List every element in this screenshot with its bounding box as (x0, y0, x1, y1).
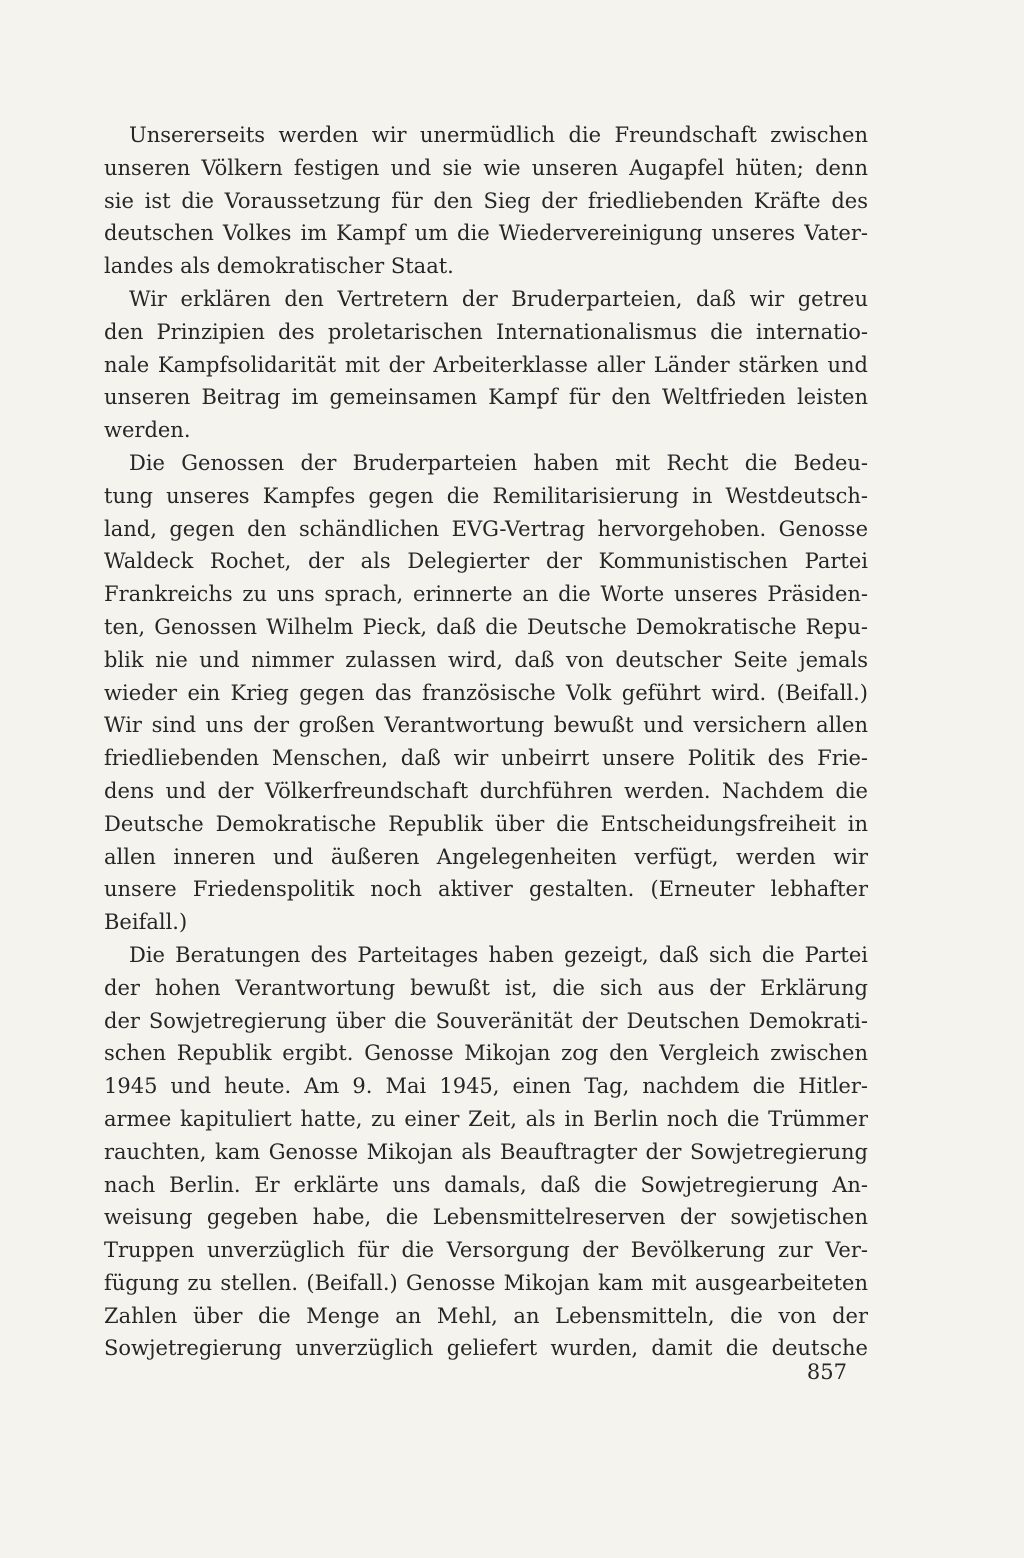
text-line: rauchten, kam Genosse Mikojan als Beauftragter der Sowjetregierung (104, 1139, 868, 1164)
text-line: deutschen Volkes im Kampf um die Wiedervereinigung unseres Vater- (104, 221, 868, 246)
text-line: fügung zu stellen. (Beifall.) Genosse Mikojan kam mit ausgearbeiteten (104, 1270, 868, 1295)
text-line: Die Beratungen des Parteitages haben gezeigt, daß sich die Partei (129, 942, 868, 967)
text-line: unseren Beitrag im gemeinsamen Kampf für den Weltfrieden leisten (104, 385, 868, 410)
text-line: landes als demokratischer Staat. (104, 254, 454, 279)
text-line: nach Berlin. Er erklärte uns damals, daß die Sowjetregierung An- (104, 1172, 868, 1197)
text-line: wieder ein Krieg gegen das französische Volk geführt wird. (Beifall.) (104, 680, 868, 705)
text-line: Beifall.) (104, 910, 188, 935)
text-line: Truppen unverzüglich für die Versorgung der Bevölkerung zur Ver- (104, 1238, 868, 1263)
text-line: der Sowjetregierung über die Souveränität der Deutschen Demokrati- (104, 1008, 868, 1033)
text-line: unsere Friedenspolitik noch aktiver gestalten. (Erneuter lebhafter (104, 877, 868, 902)
text-line: schen Republik ergibt. Genosse Mikojan zog den Vergleich zwischen (104, 1041, 868, 1066)
paragraph (104, 447, 868, 939)
text-line: unseren Völkern festigen und sie wie unseren Augapfel hüten; denn (104, 155, 868, 180)
text-line: nale Kampfsolidarität mit der Arbeiterklasse aller Länder stärken und (104, 352, 868, 377)
text-line: tung unseres Kampfes gegen die Remilitarisierung in Westdeutsch- (104, 483, 868, 508)
text-line: friedliebenden Menschen, daß wir unbeirrt unsere Politik des Frie- (104, 746, 868, 771)
paragraph (104, 119, 868, 283)
text-line: Waldeck Rochet, der als Delegierter der Kommunistischen Partei (104, 549, 868, 574)
paragraph (104, 939, 868, 1365)
text-line: der hohen Verantwortung bewußt ist, die sich aus der Erklärung (104, 975, 868, 1000)
text-line: den Prinzipien des proletarischen Internationalismus die internatio- (104, 319, 868, 344)
text-line: land, gegen den schändlichen EVG-Vertrag hervorgehoben. Genosse (104, 516, 868, 541)
text-line: weisung gegeben habe, die Lebensmittelreserven der sowjetischen (104, 1205, 868, 1230)
text-line: sie ist die Voraussetzung für den Sieg der friedliebenden Kräfte des (104, 188, 868, 213)
text-line: werden. (104, 418, 191, 443)
text-line: Frankreichs zu uns sprach, erinnerte an die Worte unseres Präsiden- (104, 582, 868, 607)
text-line: ten, Genossen Wilhelm Pieck, daß die Deutsche Demokratische Repu- (104, 614, 868, 639)
text-line: Die Genossen der Bruderparteien haben mit Recht die Bedeu- (129, 450, 868, 475)
text-line: Wir erklären den Vertretern der Bruderparteien, daß wir getreu (129, 286, 868, 311)
text-line: blik nie und nimmer zulassen wird, daß von deutscher Seite jemals (104, 647, 868, 672)
text-line: armee kapituliert hatte, zu einer Zeit, als in Berlin noch die Trümmer (104, 1106, 868, 1131)
page-number: 857 (806, 1360, 847, 1384)
text-line: Zahlen über die Menge an Mehl, an Lebensmitteln, die von der (104, 1303, 868, 1328)
text-line: Wir sind uns der großen Verantwortung bewußt und versichern allen (104, 713, 868, 738)
text-line: allen inneren und äußeren Angelegenheiten verfügt, werden wir (104, 844, 868, 869)
text-line: Unsererseits werden wir unermüdlich die Freundschaft zwischen (129, 123, 868, 147)
paragraph (104, 283, 868, 447)
text-line: dens und der Völkerfreundschaft durchführen werden. Nachdem die (104, 778, 868, 803)
text-line: Deutsche Demokratische Republik über die Entscheidungsfreiheit in (104, 811, 868, 836)
text-line: Sowjetregierung unverzüglich geliefert wurden, damit die deutsche (104, 1336, 868, 1361)
body-text (104, 119, 868, 1365)
text-line: 1945 und heute. Am 9. Mai 1945, einen Tag, nachdem die Hitler- (104, 1074, 868, 1099)
